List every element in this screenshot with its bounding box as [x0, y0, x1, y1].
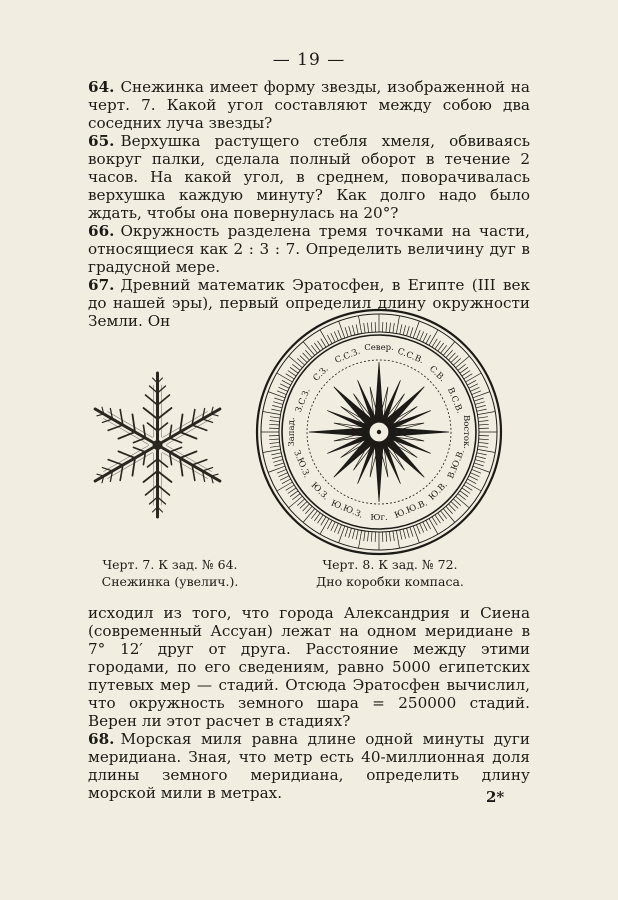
compass-direction-label: Ю.В. — [427, 480, 450, 503]
compass-direction-label: Ю.З. — [308, 480, 331, 503]
compass-north-label: Север. — [364, 343, 394, 353]
problem-64 — [88, 78, 530, 132]
compass-west-label: Запад. — [287, 417, 297, 447]
problem-number: 64. — [88, 78, 115, 96]
problem-text: Верхушка растущего стебля хмеля, обвиваясь вокруг палки, сделала полный оборот в течение 2 часов. На какой угол, в среднем, поворачивалась верхушка каждую минуту? Как долго надо было ждать, чтобы она повернулась на 20°? — [88, 132, 530, 222]
problem-number: 66. — [88, 222, 115, 240]
compass-south-label: Юг. — [370, 513, 388, 523]
signature-mark: 2* — [486, 788, 505, 806]
compass-east-label: Восток. — [461, 415, 471, 449]
figure-8-caption-subtitle: Дно коробки компаса. — [316, 574, 464, 589]
compass-direction-label: З.Ю.З. — [291, 448, 312, 480]
problem-number: 68. — [88, 730, 115, 748]
problem-text: Морская миля равна длине одной минуты дуги меридиана. Зная, что метр есть 40-миллионная доля длины земного меридиана, определить длину морской мили в метрах. — [88, 730, 530, 802]
figure-7-caption — [80, 556, 260, 590]
problems-top — [88, 78, 530, 330]
problem-text: исходил из того, что города Александрия и Сиена (современный Ассуан) лежат на одном меридиане в 7° 12′ друг от друга. Расстояние между этими городами, по его сведениям, равно 5000 египетских путевых мер — стадий. Отсюда Эратосфен вычислил, что окружность земного шара = 250000 стадий. Верен ли этот расчет в стадиях? — [88, 604, 530, 730]
problem-67-continued — [88, 604, 530, 730]
compass-direction-label: В.Ю.В. — [446, 448, 468, 481]
problem-66 — [88, 222, 530, 276]
problem-65 — [88, 132, 530, 222]
page-number: — 19 — — [272, 50, 346, 70]
problem-number: 67. — [88, 276, 115, 294]
compass-direction-label: В.С.В. — [444, 386, 465, 416]
compass-direction-label: С.С.В. — [395, 346, 425, 367]
problem-text: Древний математик Эратосфен, в Египте (III век до нашей эры), первый определил длину окружности Земли. Он — [88, 276, 530, 330]
figure-8-caption-title: Черт. 8. К зад. № 72. — [322, 557, 458, 572]
problem-text: Снежинка имеет форму звезды, изображенной на черт. 7. Какой угол составляют между собою два соседних луча звезды? — [88, 78, 530, 132]
compass-direction-label: С.З. — [311, 364, 331, 384]
compass-direction-label: Ю.Ю.З. — [329, 498, 365, 521]
figure-7-caption-title: Черт. 7. К зад. № 64. — [102, 557, 238, 572]
problems-bottom — [88, 604, 530, 802]
figure-7-caption-subtitle: Снежинка (увелич.). — [101, 574, 239, 589]
figure-8-caption — [300, 556, 480, 590]
compass-direction-label: Ю.Ю.В. — [393, 498, 430, 521]
snowflake-figure — [70, 365, 245, 525]
problem-number: 65. — [88, 132, 115, 150]
problem-68 — [88, 730, 530, 802]
problem-text: Окружность разделена тремя точками на части, относящиеся как 2 : 3 : 7. Определить величину дуг в градусной мере. — [88, 222, 530, 276]
compass-direction-label: З.С.З. — [293, 387, 313, 415]
compass-direction-label: С.В. — [427, 364, 447, 384]
compass-direction-label: С.С.З. — [333, 346, 362, 366]
compass-dial-figure — [254, 307, 504, 557]
